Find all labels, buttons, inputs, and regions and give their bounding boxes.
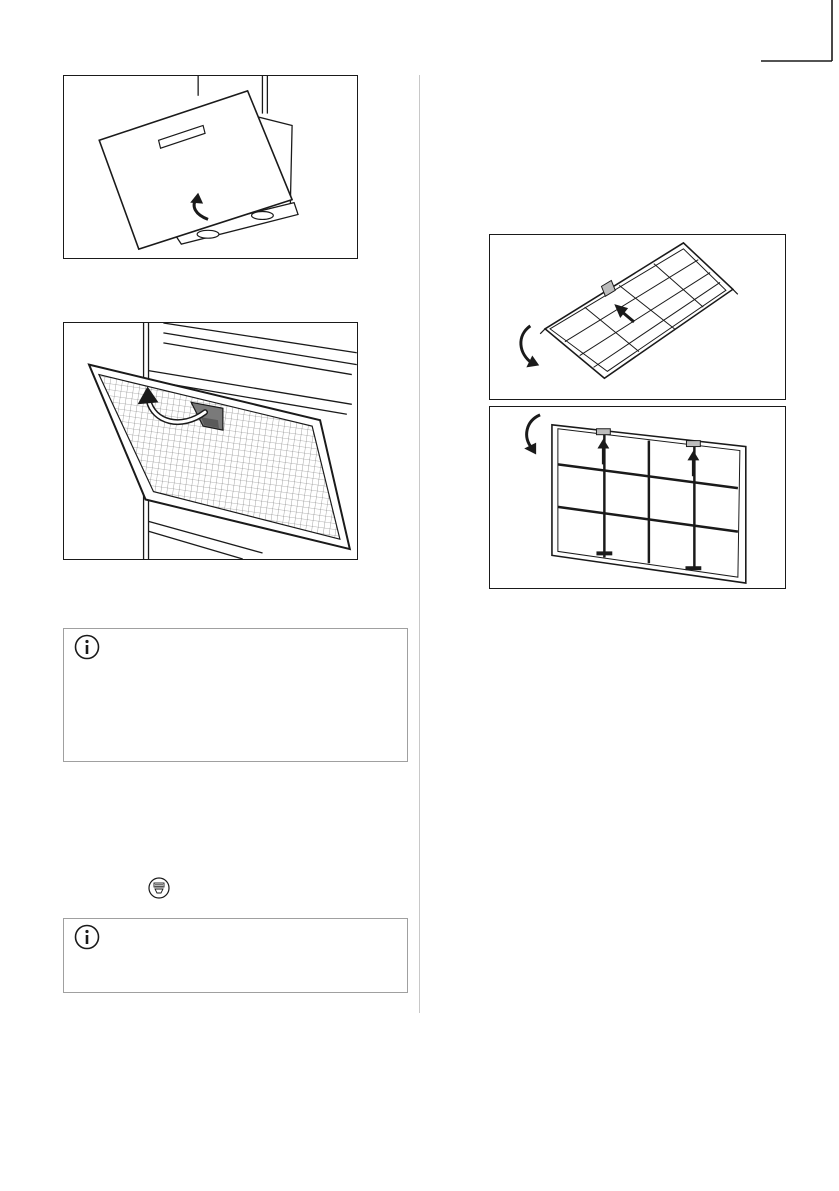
filter-indicator-icon — [148, 877, 170, 899]
figure-carbon-filter-front — [489, 406, 786, 589]
page-corner-mark — [761, 0, 833, 62]
info-icon — [74, 924, 100, 950]
column-divider — [419, 75, 420, 1013]
figure-carbon-filter-angled — [489, 234, 786, 400]
figure-hood-panel-open — [63, 75, 358, 259]
info-note-2 — [63, 918, 408, 993]
figure-grease-filter-remove — [63, 322, 358, 560]
info-note-1 — [63, 628, 408, 762]
info-icon — [74, 634, 100, 660]
